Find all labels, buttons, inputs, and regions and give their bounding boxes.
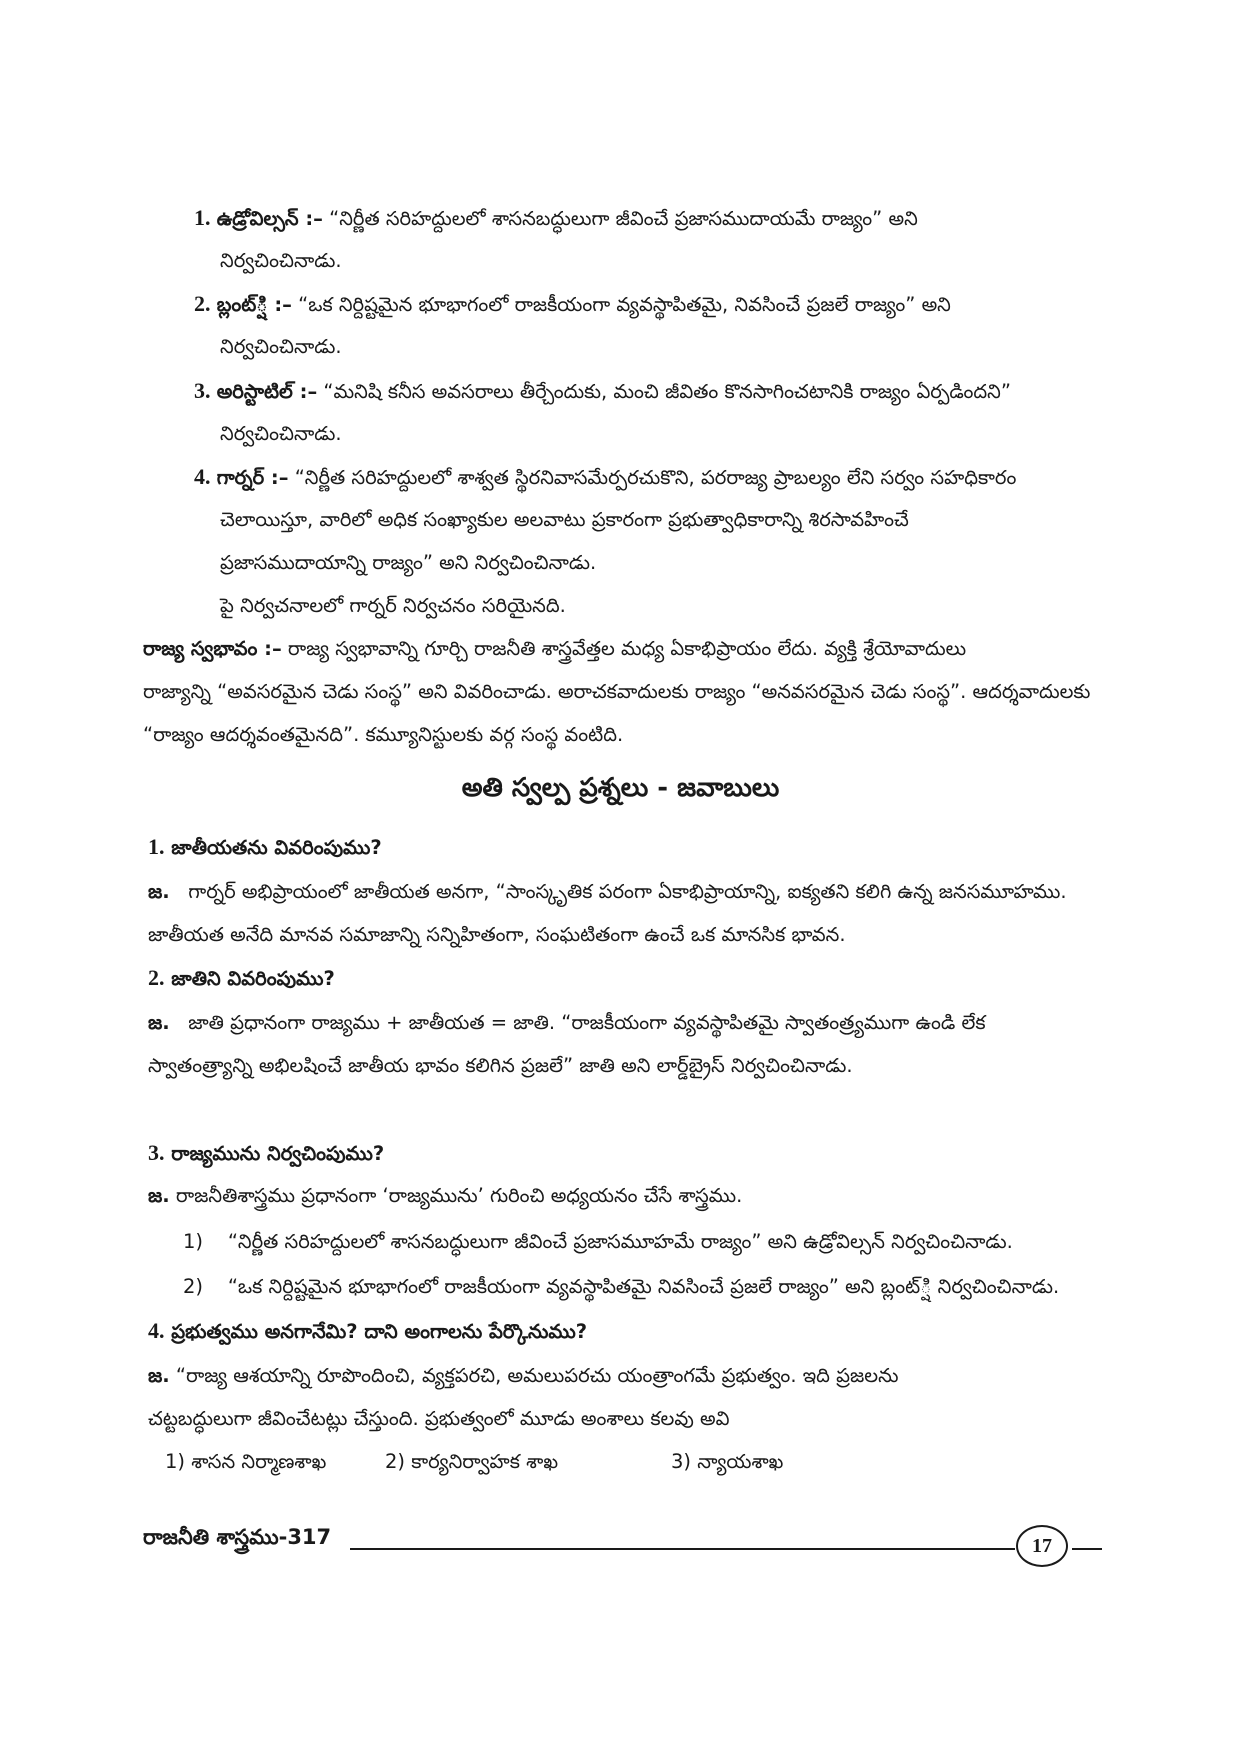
answer-label: జ.: [148, 1364, 170, 1387]
definition-number: 1.: [194, 205, 211, 230]
nature-paragraph-line2: రాజ్యాన్ని “అవసరమైన చెడు సంస్థ” అని వివరించాడు. అరాచకవాదులకు రాజ్యం “అనవసరమైన చెడు సంస్థ”. ఆదర్శవాదులకు: [143, 680, 1091, 703]
answer-1-line1: [148, 877, 1067, 907]
answer-4-part-1: 1) శాసన నిర్మాణశాఖ: [165, 1450, 327, 1473]
question-number: 1.: [148, 834, 165, 859]
definition-1-line2: నిర్వచించినాడు.: [220, 249, 342, 272]
question-text: జాతిని వివరింపుము?: [171, 967, 335, 990]
answer-text: జాతి ప్రధానంగా రాజ్యము + జాతీయత = జాతి. “రాజకీయంగా వ్యవస్థాపితమై స్వాతంత్ర్యముగా ఉండి లేక: [188, 1011, 986, 1034]
answer-4-line2: చట్టబద్ధులుగా జీవించేటట్లు చేస్తుంది. ప్రభుత్వంలో మూడు అంశాలు కలవు అవి: [148, 1407, 730, 1430]
definition-3-line2: నిర్వచించినాడు.: [220, 422, 342, 445]
answer-label: జ.: [148, 1184, 170, 1207]
nature-paragraph-line1: [143, 634, 966, 664]
answer-text: రాజనీతిశాస్త్రము ప్రధానంగా ‘రాజ్యమును’ గురించి అధ్యయనం చేసే శాస్త్రము.: [175, 1184, 743, 1207]
definition-number: 4.: [194, 464, 211, 489]
question-4: [148, 1316, 587, 1347]
definition-author: ఉడ్రోవిల్సన్ :–: [216, 207, 323, 230]
definition-text: “మనిషి కనీస అవసరాలు తీర్చేందుకు, మంచి జీవితం కొనసాగించటానికి రాజ్యం ఏర్పడిందని”: [323, 380, 1011, 403]
definition-number: 2.: [194, 291, 211, 316]
answer-1-line2: జాతీయత అనేది మానవ సమాజాన్ని సన్నిహితంగా, సంఘటితంగా ఉంచే ఒక మానసిక భావన.: [148, 923, 846, 946]
item-text: “నిర్ణీత సరిహద్దులలో శాసనబద్ధులుగా జీవించే ప్రజాసమూహమే రాజ్యం” అని ఉడ్రోవిల్సన్ నిర్వచించినాడు.: [227, 1230, 1013, 1253]
nature-label: రాజ్య స్వభావం :–: [143, 637, 282, 660]
nature-text: రాజ్య స్వభావాన్ని గూర్చి రాజనీతి శాస్త్రవేత్తల మధ్య ఏకాభిప్రాయం లేదు. వ్యక్తి శ్రేయోవాదులు: [287, 637, 967, 660]
nature-paragraph-line3: “రాజ్యం ఆదర్శవంతమైనది”. కమ్యూనిస్టులకు వర్గ సంస్థ వంటిది.: [143, 723, 624, 746]
item-number: 1): [183, 1230, 204, 1253]
question-text: రాజ్యమును నిర్వచింపుము?: [171, 1142, 385, 1165]
question-number: 2.: [148, 965, 165, 990]
section-heading: అతి స్వల్ప ప్రశ్నలు - జవాబులు: [461, 773, 780, 803]
definition-text: “నిర్ణీత సరిహద్దులలో శాసనబద్ధులుగా జీవించే ప్రజాసముదాయమే రాజ్యం” అని: [329, 207, 918, 230]
question-number: 3.: [148, 1140, 165, 1165]
answer-label: జ.: [148, 880, 170, 903]
question-1: [148, 832, 382, 863]
answer-4-part-2: 2) కార్యనిర్వాహక శాఖ: [385, 1450, 559, 1473]
definition-2: [194, 289, 951, 320]
answer-2-line2: స్వాతంత్ర్యాన్ని అభిలషించే జాతీయ భావం కలిగిన ప్రజలే” జాతి అని లార్డ్‌బ్రైస్ నిర్వచించినాడు.: [148, 1054, 853, 1077]
answer-3-item-2: [183, 1272, 1059, 1302]
answer-3-line1: [148, 1181, 742, 1211]
definition-text: “నిర్ణీత సరిహద్దులలో శాశ్వత స్థిరనివాసమేర్పరచుకొని, పరరాజ్య ప్రాబల్యం లేని సర్వం సహధికారం: [294, 466, 1017, 489]
definition-4-line2: చెలాయిస్తూ, వారిలో అధిక సంఖ్యాకుల అలవాటు ప్రకారంగా ప్రభుత్వాధికారాన్ని శిరసావహించే: [220, 508, 909, 531]
definition-author: గార్నర్ :–: [216, 466, 289, 489]
footer-rule-end: [1072, 1548, 1102, 1550]
footer-title: రాజనీతి శాస్త్రము-317: [143, 1525, 332, 1549]
question-2: [148, 963, 335, 994]
question-3: [148, 1138, 384, 1169]
question-text: ప్రభుత్వము అనగానేమి? దాని అంగాలను పేర్కొనుము?: [171, 1320, 588, 1343]
question-number: 4.: [148, 1318, 165, 1343]
answer-4-part-3: 3) న్యాయశాఖ: [671, 1450, 784, 1473]
footer-rule: [350, 1548, 1015, 1550]
definition-author: బ్లంట్‌్షి :–: [216, 293, 292, 316]
answer-3-item-1: [183, 1227, 1013, 1257]
definition-1: [194, 203, 918, 234]
definition-2-line2: నిర్వచించినాడు.: [220, 335, 342, 358]
definition-number: 3.: [194, 378, 211, 403]
item-text: “ఒక నిర్దిష్టమైన భూభాగంలో రాజకీయంగా వ్యవస్థాపితమై నివసించే ప్రజలే రాజ్యం” అని బ్లంట్‌్షి నిర్వచించినాడు.: [227, 1275, 1060, 1298]
answer-4-line1: [148, 1361, 899, 1391]
answer-text: “రాజ్య ఆశయాన్ని రూపొందించి, వ్యక్తపరచి, అమలుపరచు యంత్రాంగమే ప్రభుత్వం. ఇది ప్రజలను: [175, 1364, 899, 1387]
definition-author: అరిస్టాటిల్ :–: [216, 380, 318, 403]
answer-label: జ.: [148, 1011, 170, 1034]
definition-3: [194, 376, 1011, 407]
conclusion-text: పై నిర్వచనాలలో గార్నర్ నిర్వచనం సరియైనది.: [220, 594, 566, 617]
page-number: 17: [1016, 1525, 1068, 1567]
answer-text: గార్నర్ అభిప్రాయంలో జాతీయత అనగా, “సాంస్కృతిక పరంగా ఏకాభిప్రాయాన్ని, ఐక్యతని కలిగి ఉన్న జనసమూహము.: [188, 880, 1067, 903]
definition-4-line3: ప్రజాసముదాయాన్ని రాజ్యం” అని నిర్వచించినాడు.: [220, 551, 597, 574]
answer-2-line1: [148, 1008, 986, 1038]
question-text: జాతీయతను వివరింపుము?: [171, 836, 382, 859]
item-number: 2): [183, 1275, 204, 1298]
definition-text: “ఒక నిర్దిష్టమైన భూభాగంలో రాజకీయంగా వ్యవస్థాపితమై, నివసించే ప్రజలే రాజ్యం” అని: [298, 293, 951, 316]
definition-4: [194, 462, 1016, 493]
